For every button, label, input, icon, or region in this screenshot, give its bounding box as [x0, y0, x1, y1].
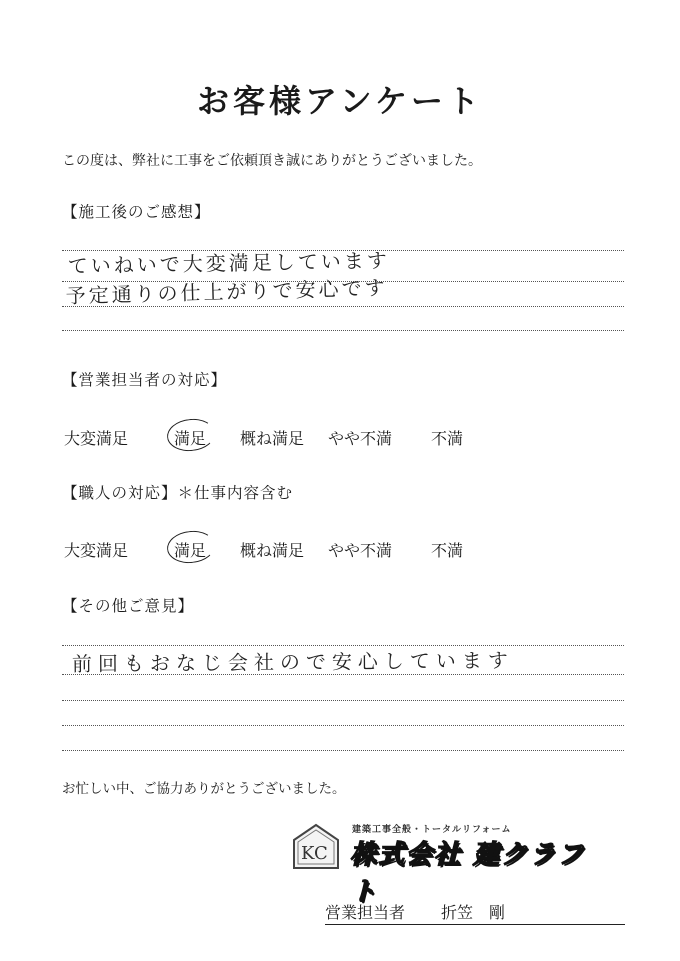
- answer-line: [62, 725, 624, 726]
- handwritten-answer: ていねいで大変満足しています: [67, 248, 390, 279]
- option-somewhat-dissatisfied: やや不満: [328, 429, 393, 448]
- kc-house-icon: [290, 822, 342, 870]
- option-very-satisfied: 大変満足: [64, 541, 129, 560]
- svg-text:KC: KC: [301, 843, 328, 864]
- option-mostly-satisfied: 概ね満足: [240, 541, 305, 560]
- sales-staff-signature: [325, 900, 625, 925]
- option-mostly-satisfied: 概ね満足: [240, 429, 305, 448]
- other-comments-heading: 【その他ご意見】: [62, 597, 195, 615]
- option-dissatisfied: 不満: [431, 429, 464, 448]
- sales-response-heading: 【営業担当者の対応】: [62, 371, 228, 389]
- option-very-satisfied: 大変満足: [64, 429, 129, 448]
- staff-label: 営業担当者: [325, 903, 406, 922]
- company-tagline: 建築工事全般・トータルリフォーム: [352, 825, 512, 835]
- answer-line: [62, 750, 624, 751]
- answer-line: [62, 700, 624, 701]
- company-name: 株式会社 建クラフト: [350, 840, 586, 907]
- handwritten-answer: 予定通りの仕上がりで安心です: [65, 275, 388, 309]
- option-somewhat-dissatisfied: やや不満: [328, 541, 393, 560]
- answer-line: [62, 330, 624, 331]
- option-dissatisfied: 不満: [431, 541, 464, 560]
- company-logo: [290, 812, 610, 907]
- impressions-heading: 【施工後のご感想】: [62, 203, 211, 221]
- page-title: お客様アンケート: [196, 82, 484, 120]
- staff-name: 折笠 剛: [441, 903, 506, 922]
- intro-text: この度は、弊社に工事をご依頼頂き誠にありがとうございました。: [62, 153, 482, 169]
- handwritten-answer: 前回もおなじ会社ので安心しています: [71, 648, 514, 677]
- craftsmen-response-heading: 【職人の対応】＊仕事内容含む: [62, 484, 294, 502]
- closing-text: お忙しい中、ご協力ありがとうございました。: [62, 781, 346, 797]
- option-satisfied-selected: 満足: [174, 538, 206, 561]
- option-satisfied-selected: 満足: [174, 426, 206, 449]
